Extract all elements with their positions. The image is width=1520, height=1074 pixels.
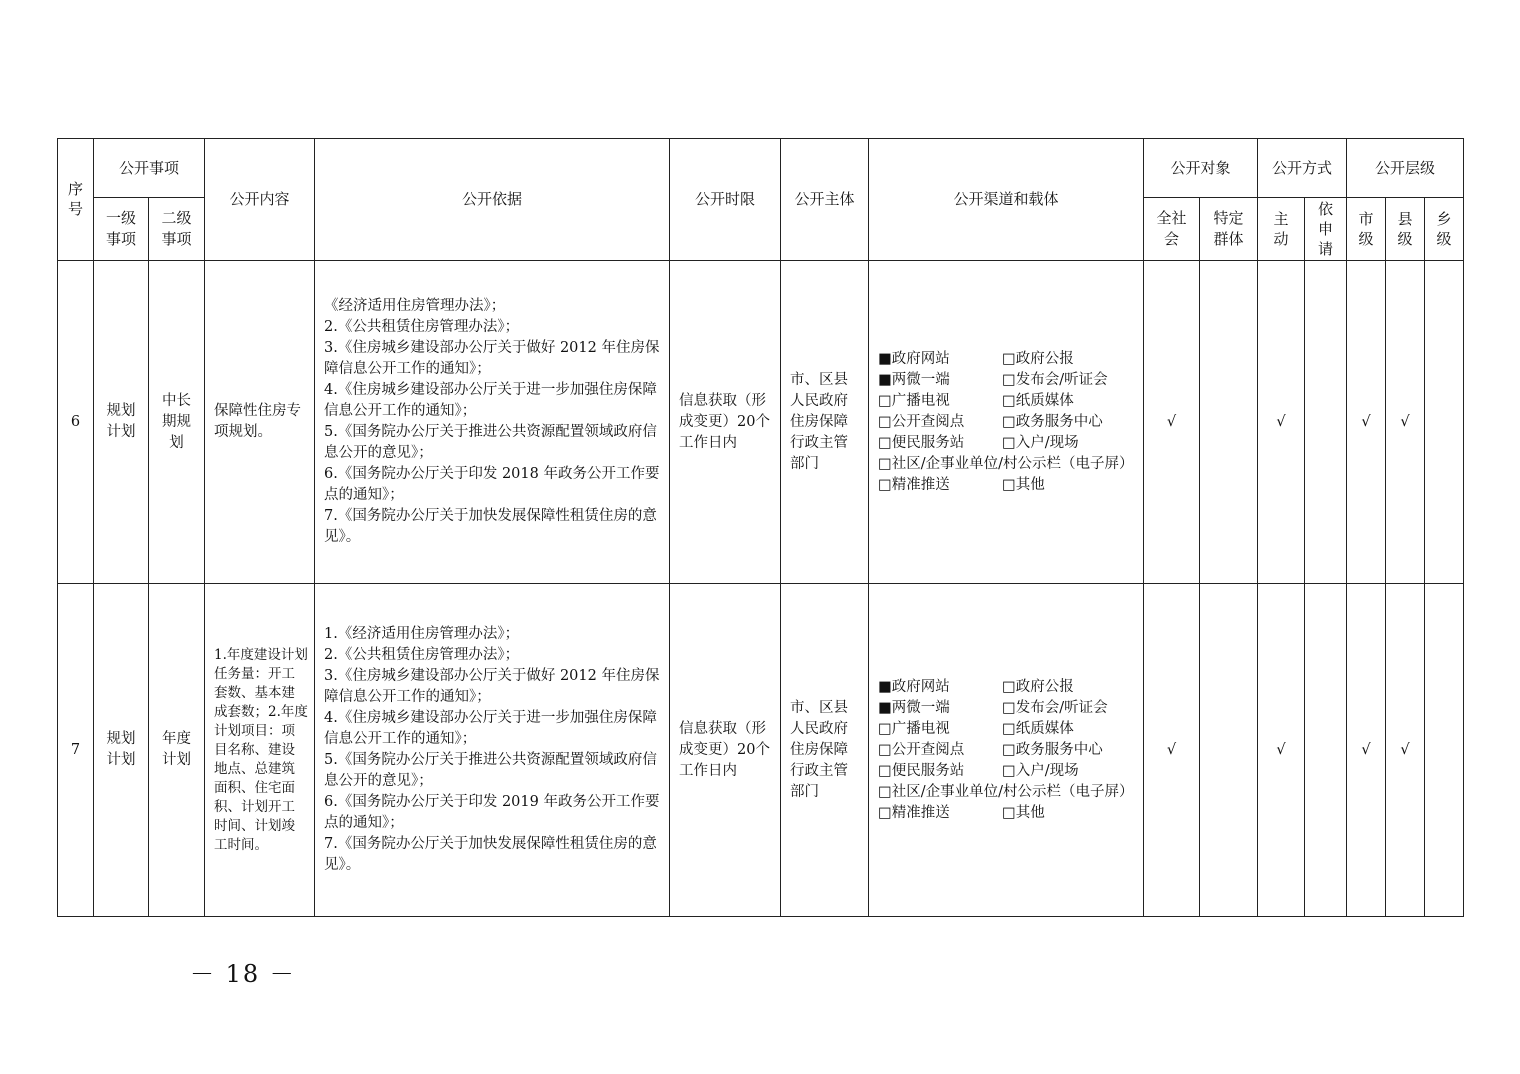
header-level-town	[1425, 198, 1464, 261]
header-level2-label: 二级事项	[161, 209, 192, 248]
row-level2-text: 年度计划	[162, 731, 191, 768]
channel-option: □广播电视	[878, 392, 950, 409]
header-seq-label: 序号	[67, 180, 83, 218]
row-subject: 市、区县人民政府住房保障行政主管部门	[781, 261, 869, 584]
row-basis	[315, 584, 670, 917]
header-method: 公开方式	[1258, 139, 1347, 198]
channel-option: □精准推送	[878, 476, 950, 493]
basis-item: 7.《国务院办公厅关于加快发展保障性租赁住房的意见》。	[324, 508, 657, 545]
header-subject: 公开主体	[781, 139, 869, 261]
header-method-active	[1258, 198, 1305, 261]
channel-option: □广播电视	[878, 720, 950, 737]
channel-option-wide: □社区/企事业单位/村公示栏（电子屏）	[878, 783, 1134, 800]
header-channels: 公开渠道和载体	[869, 139, 1144, 261]
row-target-all: √	[1144, 261, 1200, 584]
channel-option: □公开查阅点	[878, 413, 965, 430]
disclosure-table	[57, 138, 1464, 917]
page-number: － 18 －	[190, 960, 296, 988]
row-level-county: √	[1386, 584, 1425, 917]
header-target-specific	[1200, 198, 1258, 261]
header-target-all	[1144, 198, 1200, 261]
header-method-active-label: 主动	[1273, 210, 1289, 248]
row-channels	[869, 584, 1144, 917]
header-row-1	[58, 139, 1464, 198]
header-level2	[149, 198, 205, 261]
channel-option: ■两微一端	[878, 699, 950, 716]
channel-option: □其他	[1002, 804, 1045, 821]
channel-option: □发布会/听证会	[1002, 699, 1108, 716]
basis-item: 3.《住房城乡建设部办公厅关于做好 2012 年住房保障信息公开工作的通知》；	[324, 668, 660, 705]
row-content: 1.年度建设计划任务量：开工套数、基本建成套数；2.年度计划项目：项目名称、建设地点、总建筑面积、住宅面积、计划开工时间、计划竣工时间。	[205, 584, 315, 917]
header-target: 公开对象	[1144, 139, 1258, 198]
row-method-request	[1305, 584, 1347, 917]
channel-option: □便民服务站	[878, 434, 965, 451]
header-level1-label: 一级事项	[105, 209, 136, 248]
basis-item: 7.《国务院办公厅关于加快发展保障性租赁住房的意见》。	[324, 836, 657, 873]
row-level-county: √	[1386, 261, 1425, 584]
row-target-specific	[1200, 584, 1258, 917]
channel-option: □政府公报	[1002, 350, 1074, 367]
row-level2	[149, 584, 205, 917]
row-method-active: √	[1258, 584, 1305, 917]
channel-option: □精准推送	[878, 804, 950, 821]
header-level-town-label: 乡级	[1436, 210, 1452, 248]
channel-option: □发布会/听证会	[1002, 371, 1108, 388]
row-level1	[94, 584, 149, 917]
channel-option: □公开查阅点	[878, 741, 965, 758]
basis-item: 6.《国务院办公厅关于印发 2019 年政务公开工作要点的通知》；	[324, 794, 660, 831]
row-level-town	[1425, 584, 1464, 917]
channel-option: □政务服务中心	[1002, 413, 1103, 430]
row-level1	[94, 261, 149, 584]
basis-item: 5.《国务院办公厅关于推进公共资源配置领域政府信息公开的意见》；	[324, 424, 657, 461]
row-level1-text: 规划计划	[106, 403, 136, 440]
channel-option: □入户/现场	[1002, 434, 1079, 451]
channel-option: □纸质媒体	[1002, 720, 1074, 737]
basis-item: 1.《经济适用住房管理办法》；	[324, 626, 520, 642]
header-level-city-label: 市级	[1358, 210, 1374, 248]
basis-list	[324, 296, 663, 548]
header-target-specific-label: 特定群体	[1213, 209, 1244, 248]
basis-item: 6.《国务院办公厅关于印发 2018 年政务公开工作要点的通知》；	[324, 466, 660, 503]
basis-list	[324, 624, 663, 876]
row-method-active: √	[1258, 261, 1305, 584]
row-channels	[869, 261, 1144, 584]
header-content: 公开内容	[205, 139, 315, 261]
channel-grid	[869, 349, 1143, 496]
header-method-request-label: 依申请	[1318, 200, 1334, 258]
basis-item: 4.《住房城乡建设部办公厅关于进一步加强住房保障信息公开工作的通知》；	[324, 710, 657, 747]
channel-option-wide: □社区/企事业单位/村公示栏（电子屏）	[878, 455, 1134, 472]
channel-option: ■政府网站	[878, 678, 950, 695]
channel-option: □便民服务站	[878, 762, 965, 779]
header-level1	[94, 198, 149, 261]
header-level-city	[1347, 198, 1386, 261]
row-target-all: √	[1144, 584, 1200, 917]
channel-option: □其他	[1002, 476, 1045, 493]
header-matter: 公开事项	[94, 139, 205, 198]
header-level-county-label: 县级	[1397, 210, 1413, 248]
table-row	[58, 584, 1464, 917]
header-target-all-label: 全社会	[1156, 209, 1187, 248]
channel-option: ■政府网站	[878, 350, 950, 367]
row-target-specific	[1200, 261, 1258, 584]
row-seq: 6	[58, 261, 94, 584]
row-level-city: √	[1347, 261, 1386, 584]
header-method-request	[1305, 198, 1347, 261]
channel-option: □入户/现场	[1002, 762, 1079, 779]
header-seq	[58, 139, 94, 261]
header-level: 公开层级	[1347, 139, 1464, 198]
row-level-town	[1425, 261, 1464, 584]
basis-item: 2.《公共租赁住房管理办法》；	[324, 319, 520, 335]
row-level-city: √	[1347, 584, 1386, 917]
channel-grid	[869, 677, 1143, 824]
row-basis	[315, 261, 670, 584]
basis-item: 3.《住房城乡建设部办公厅关于做好 2012 年住房保障信息公开工作的通知》；	[324, 340, 660, 377]
basis-item: 5.《国务院办公厅关于推进公共资源配置领域政府信息公开的意见》；	[324, 752, 657, 789]
row-method-request	[1305, 261, 1347, 584]
row-time-limit: 信息获取（形成变更）20个工作日内	[670, 584, 781, 917]
header-level-county	[1386, 198, 1425, 261]
row-content: 保障性住房专项规划。	[205, 261, 315, 584]
row-subject: 市、区县人民政府住房保障行政主管部门	[781, 584, 869, 917]
basis-item: 4.《住房城乡建设部办公厅关于进一步加强住房保障信息公开工作的通知》；	[324, 382, 657, 419]
row-level2-text: 中长期规划	[162, 392, 191, 451]
channel-option: ■两微一端	[878, 371, 950, 388]
header-basis: 公开依据	[315, 139, 670, 261]
basis-item: 2.《公共租赁住房管理办法》；	[324, 647, 520, 663]
header-time-limit: 公开时限	[670, 139, 781, 261]
channel-option: □政务服务中心	[1002, 741, 1103, 758]
row-seq: 7	[58, 584, 94, 917]
table-row	[58, 261, 1464, 584]
row-level2	[149, 261, 205, 584]
channel-option: □政府公报	[1002, 678, 1074, 695]
row-time-limit: 信息获取（形成变更）20个工作日内	[670, 261, 781, 584]
row-level1-text: 规划计划	[106, 731, 136, 768]
channel-option: □纸质媒体	[1002, 392, 1074, 409]
basis-item: 《经济适用住房管理办法》；	[324, 298, 506, 314]
